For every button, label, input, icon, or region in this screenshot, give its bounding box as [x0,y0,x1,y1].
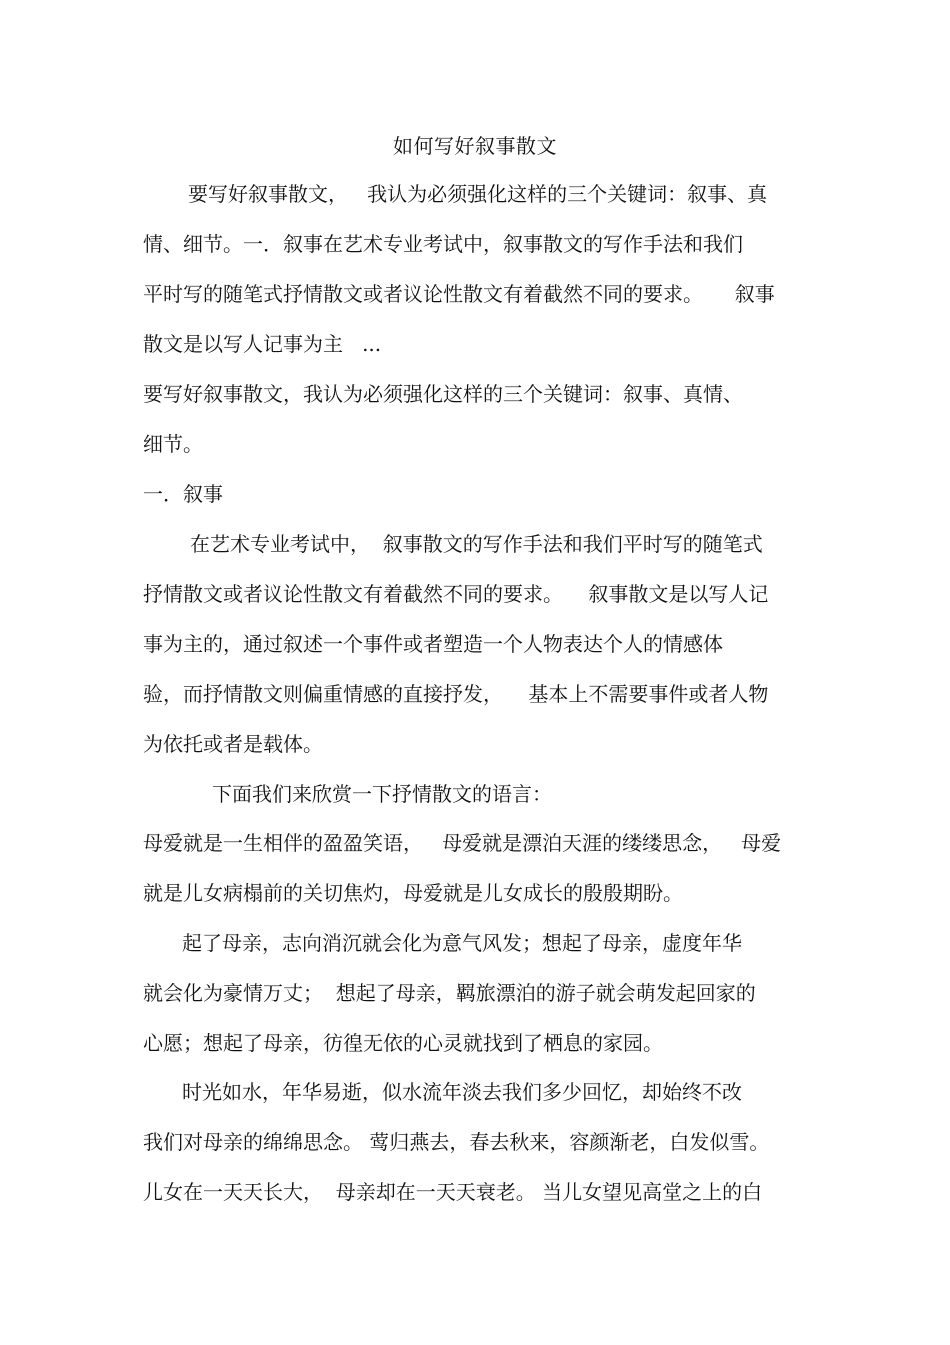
paragraph-line: 事为主的，通过叙述一个事件或者塑造一个人物表达个人的情感体 [143,632,723,656]
paragraph-line: 儿女在一天天长大， 母亲却在一天天衰老。 当儿女望见高堂之上的白 [143,1180,763,1204]
paragraph-line: 要写好叙事散文， 我认为必须强化这样的三个关键词：叙事、真 [188,182,768,206]
paragraph-line: 验，而抒情散文则偏重情感的直接抒发， 基本上不需要事件或者人物 [143,682,769,706]
paragraph-line: 起了母亲，志向消沉就会化为意气风发；想起了母亲，虚度年华 [182,931,742,955]
paragraph-line: 为依托或者是载体。 [143,732,323,756]
paragraph-line: 下面我们来欣赏一下抒情散文的语言： [212,782,552,806]
paragraph-line: 要写好叙事散文，我认为必须强化这样的三个关键词：叙事、真情、 [143,382,743,406]
paragraph-line: 就会化为豪情万丈； 想起了母亲，羁旅漂泊的游子就会萌发起回家的 [143,981,756,1005]
paragraph-line: 母爱就是一生相伴的盈盈笑语， 母爱就是漂泊天涯的缕缕思念， 母爱 [143,831,782,855]
section-heading: 一．叙事 [143,482,223,506]
paragraph-line: 我们对母亲的绵绵思念。 莺归燕去，春去秋来，容颜渐老，白发似雪。 [143,1130,770,1154]
paragraph-line: 平时写的随笔式抒情散文或者议论性散文有着截然不同的要求。 叙事 [143,282,775,306]
paragraph-line: 散文是以写人记事为主 ... [143,332,382,356]
paragraph-line: 心愿；想起了母亲，彷徨无依的心灵就找到了栖息的家园。 [143,1031,663,1055]
paragraph-line: 就是儿女病榻前的关切焦灼，母爱就是儿女成长的殷殷期盼。 [143,881,683,905]
paragraph-line: 在艺术专业考试中， 叙事散文的写作手法和我们平时写的随笔式 [190,532,763,556]
paragraph-line: 抒情散文或者议论性散文有着截然不同的要求。 叙事散文是以写人记 [143,582,769,606]
paragraph-line: 时光如水，年华易逝，似水流年淡去我们多少回忆，却始终不改 [182,1080,742,1104]
document-title: 如何写好叙事散文 [393,134,557,158]
paragraph-line: 情、细节。一．叙事在艺术专业考试中，叙事散文的写作手法和我们 [143,232,743,256]
paragraph-line: 细节。 [143,432,203,456]
